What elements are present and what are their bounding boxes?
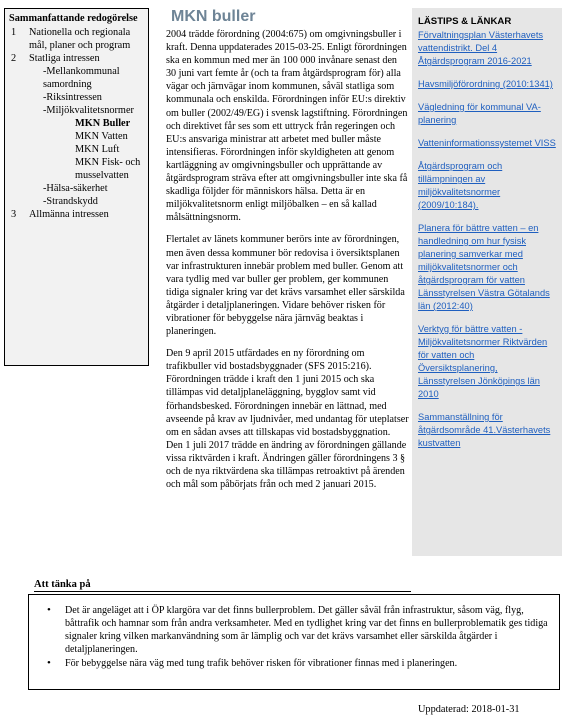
page-title: MKN buller: [171, 8, 256, 25]
toc-subitem-strandskydd[interactable]: -Strandskydd: [43, 196, 98, 207]
link-verktyg-battre-vatten[interactable]: Verktyg för bättre vatten - Miljökvalitetsnormer Riktvärden för vatten och Översiktsplanering, Länsstyrelsen Jönköpings län 2010: [418, 324, 548, 399]
think-list: [65, 604, 549, 670]
paragraph: 2004 trädde förordning (2004:675) om omgivningsbuller i kraft. Denna uppdaterades 2015-03-25. Enligt förordningen ska en kommun med mer än 100 000 invånare senast den 30 juni vart femte år (och ta fram åtgärdsprogram för) alla vägar och järnvägar inom kommunen, såväl statliga som kommunala och enskilda. Förordningen inför EU:s direktiv om buller (2002/49/EG) i svensk lagstiftning. Förordningen och direktivet får ses som ett uttryck från regeringen och EU:s ansvariga ministrar att arbetet med buller måste intensifieras. Förordningen inför skyldigheten att genom kartläggning av omgivningsbuller och upprättande av åtgärdsprogram sträva efter att omgivningsbuller inte ska få skadliga följder för människors hälsa. Detta är en miljökvalitetsnorm enligt miljöbalken – en så kallad målsättningsnorm.: [166, 29, 408, 224]
toc-box: [4, 8, 149, 366]
toc-subsub-vatten[interactable]: MKN Vatten: [75, 131, 128, 142]
links-panel: [412, 8, 562, 556]
toc-subsub-fisk[interactable]: MKN Fisk- och musselvatten: [75, 157, 141, 181]
paragraph: Den 9 april 2015 utfärdades en ny förordning om trafikbuller vid bostadsbyggnader (SFS 2015:216). Förordningen trädde i kraft den 1 juni 2015 och ska tillämpas vid detaljplaneläggning, bygglov samt vid förhandsbesked. Förordningen innebär en lättnad, med avseende på krav av ljudnivåer, med undantag för uteplatser om en sådan avses att tillskapas vid bostadsbyggnation. Den 1 juli 2017 trädde en ändring av förordningen gällande vissa riktvärden i kraft. Ändringen gäller förordningens 3 § och de nya riktvärdena ska tillämpas retroaktivt på ärenden och mål som påbörjats från och med 2 januari 2015.: [166, 348, 409, 491]
link-sammanstallning[interactable]: Sammanställning för åtgärdsområde 41.Västerhavets kustvatten: [418, 412, 551, 448]
updated-date: Uppdaterad: 2018-01-31: [418, 704, 520, 715]
toc-item-number: 3: [11, 209, 17, 220]
think-box: [28, 594, 560, 690]
list-item: • För bebyggelse nära väg med tung trafik behöver risken för vibrationer finnas med i planeringen.: [65, 657, 549, 670]
toc-item-2[interactable]: [9, 52, 144, 65]
link-planera-battre-vatten[interactable]: Planera för bättre vatten – en handledning om hur fysisk planering samverkar med miljökvalitetsnormer och åtgärdsprogram för vatten Länsstyrelsen Västra Götalands län (2012:40): [418, 223, 550, 311]
toc-subitem-mkn[interactable]: -Miljökvalitetsnormer: [43, 105, 134, 116]
toc-subsub-luft[interactable]: MKN Luft: [75, 144, 120, 155]
toc-item-label: Allmänna intressen: [29, 209, 109, 220]
toc-subitem-mellankommunal[interactable]: -Mellankommunal samordning: [43, 66, 120, 90]
toc-subitem-riksintressen[interactable]: -Riksintressen: [43, 92, 102, 103]
link-viss[interactable]: Vatteninformationssystemet VISS: [418, 138, 556, 148]
link-havsmiljoforordning[interactable]: Havsmiljöförordning (2010:1341): [418, 79, 553, 89]
toc-item-label: Statliga intressen: [29, 53, 100, 64]
link-atgardsprogram[interactable]: Åtgärdsprogram och tillämpningen av miljökvalitetsnormer (2009/10:184).: [418, 161, 503, 210]
toc-item-1[interactable]: [9, 26, 144, 52]
toc-item-label: Nationella och regionala mål, planer och program: [29, 27, 131, 51]
toc-subsub-buller[interactable]: MKN Buller: [75, 118, 131, 129]
toc-item-number: 2: [11, 53, 17, 64]
list-item: • Det är angeläget att i ÖP klargöra var det finns bullerproblem. Det gäller såväl från infrastruktur, såsom väg, flyg, båttrafik och hamnar som från andra verksamheter. Med en tydlighet kring var det finns en bullerproblematik ges tidiga signaler kring vilken markanvändning som är lämplig och var det krävs varsamhet eller särskilda åtgärder i detaljplaneringen.: [65, 604, 549, 656]
toc-title: Sammanfattande redogörelse: [9, 13, 138, 24]
links-panel-title: LÄSTIPS & LÄNKAR: [418, 16, 512, 27]
toc-item-number: 1: [11, 27, 17, 38]
main-content: [166, 28, 409, 500]
think-heading: Att tänka på: [34, 579, 411, 592]
link-va-planering[interactable]: Vägledning för kommunal VA-planering: [418, 102, 541, 125]
link-forvaltningsplan[interactable]: Förvaltningsplan Västerhavets vattendistrikt. Del 4 Åtgärdsprogram 2016-2021: [418, 30, 544, 66]
paragraph: Flertalet av länets kommuner berörs inte av förordningen, men även dessa kommuner bör redovisa i översiktsplanen var infrastrukturen innebär problem med buller. Genom att vara tydlig med var buller ger problem, ger kommunen tidiga signaler kring var det krävs varsamhet eller särskilda åtgärder i detaljplaneringen. Vidare behöver risken för vibrationer för bebyggelse nära järnväg beaktas i planeringen.: [166, 234, 405, 338]
toc-item-3[interactable]: [9, 208, 144, 221]
toc-subitem-halsa[interactable]: -Hälsa-säkerhet: [43, 183, 108, 194]
